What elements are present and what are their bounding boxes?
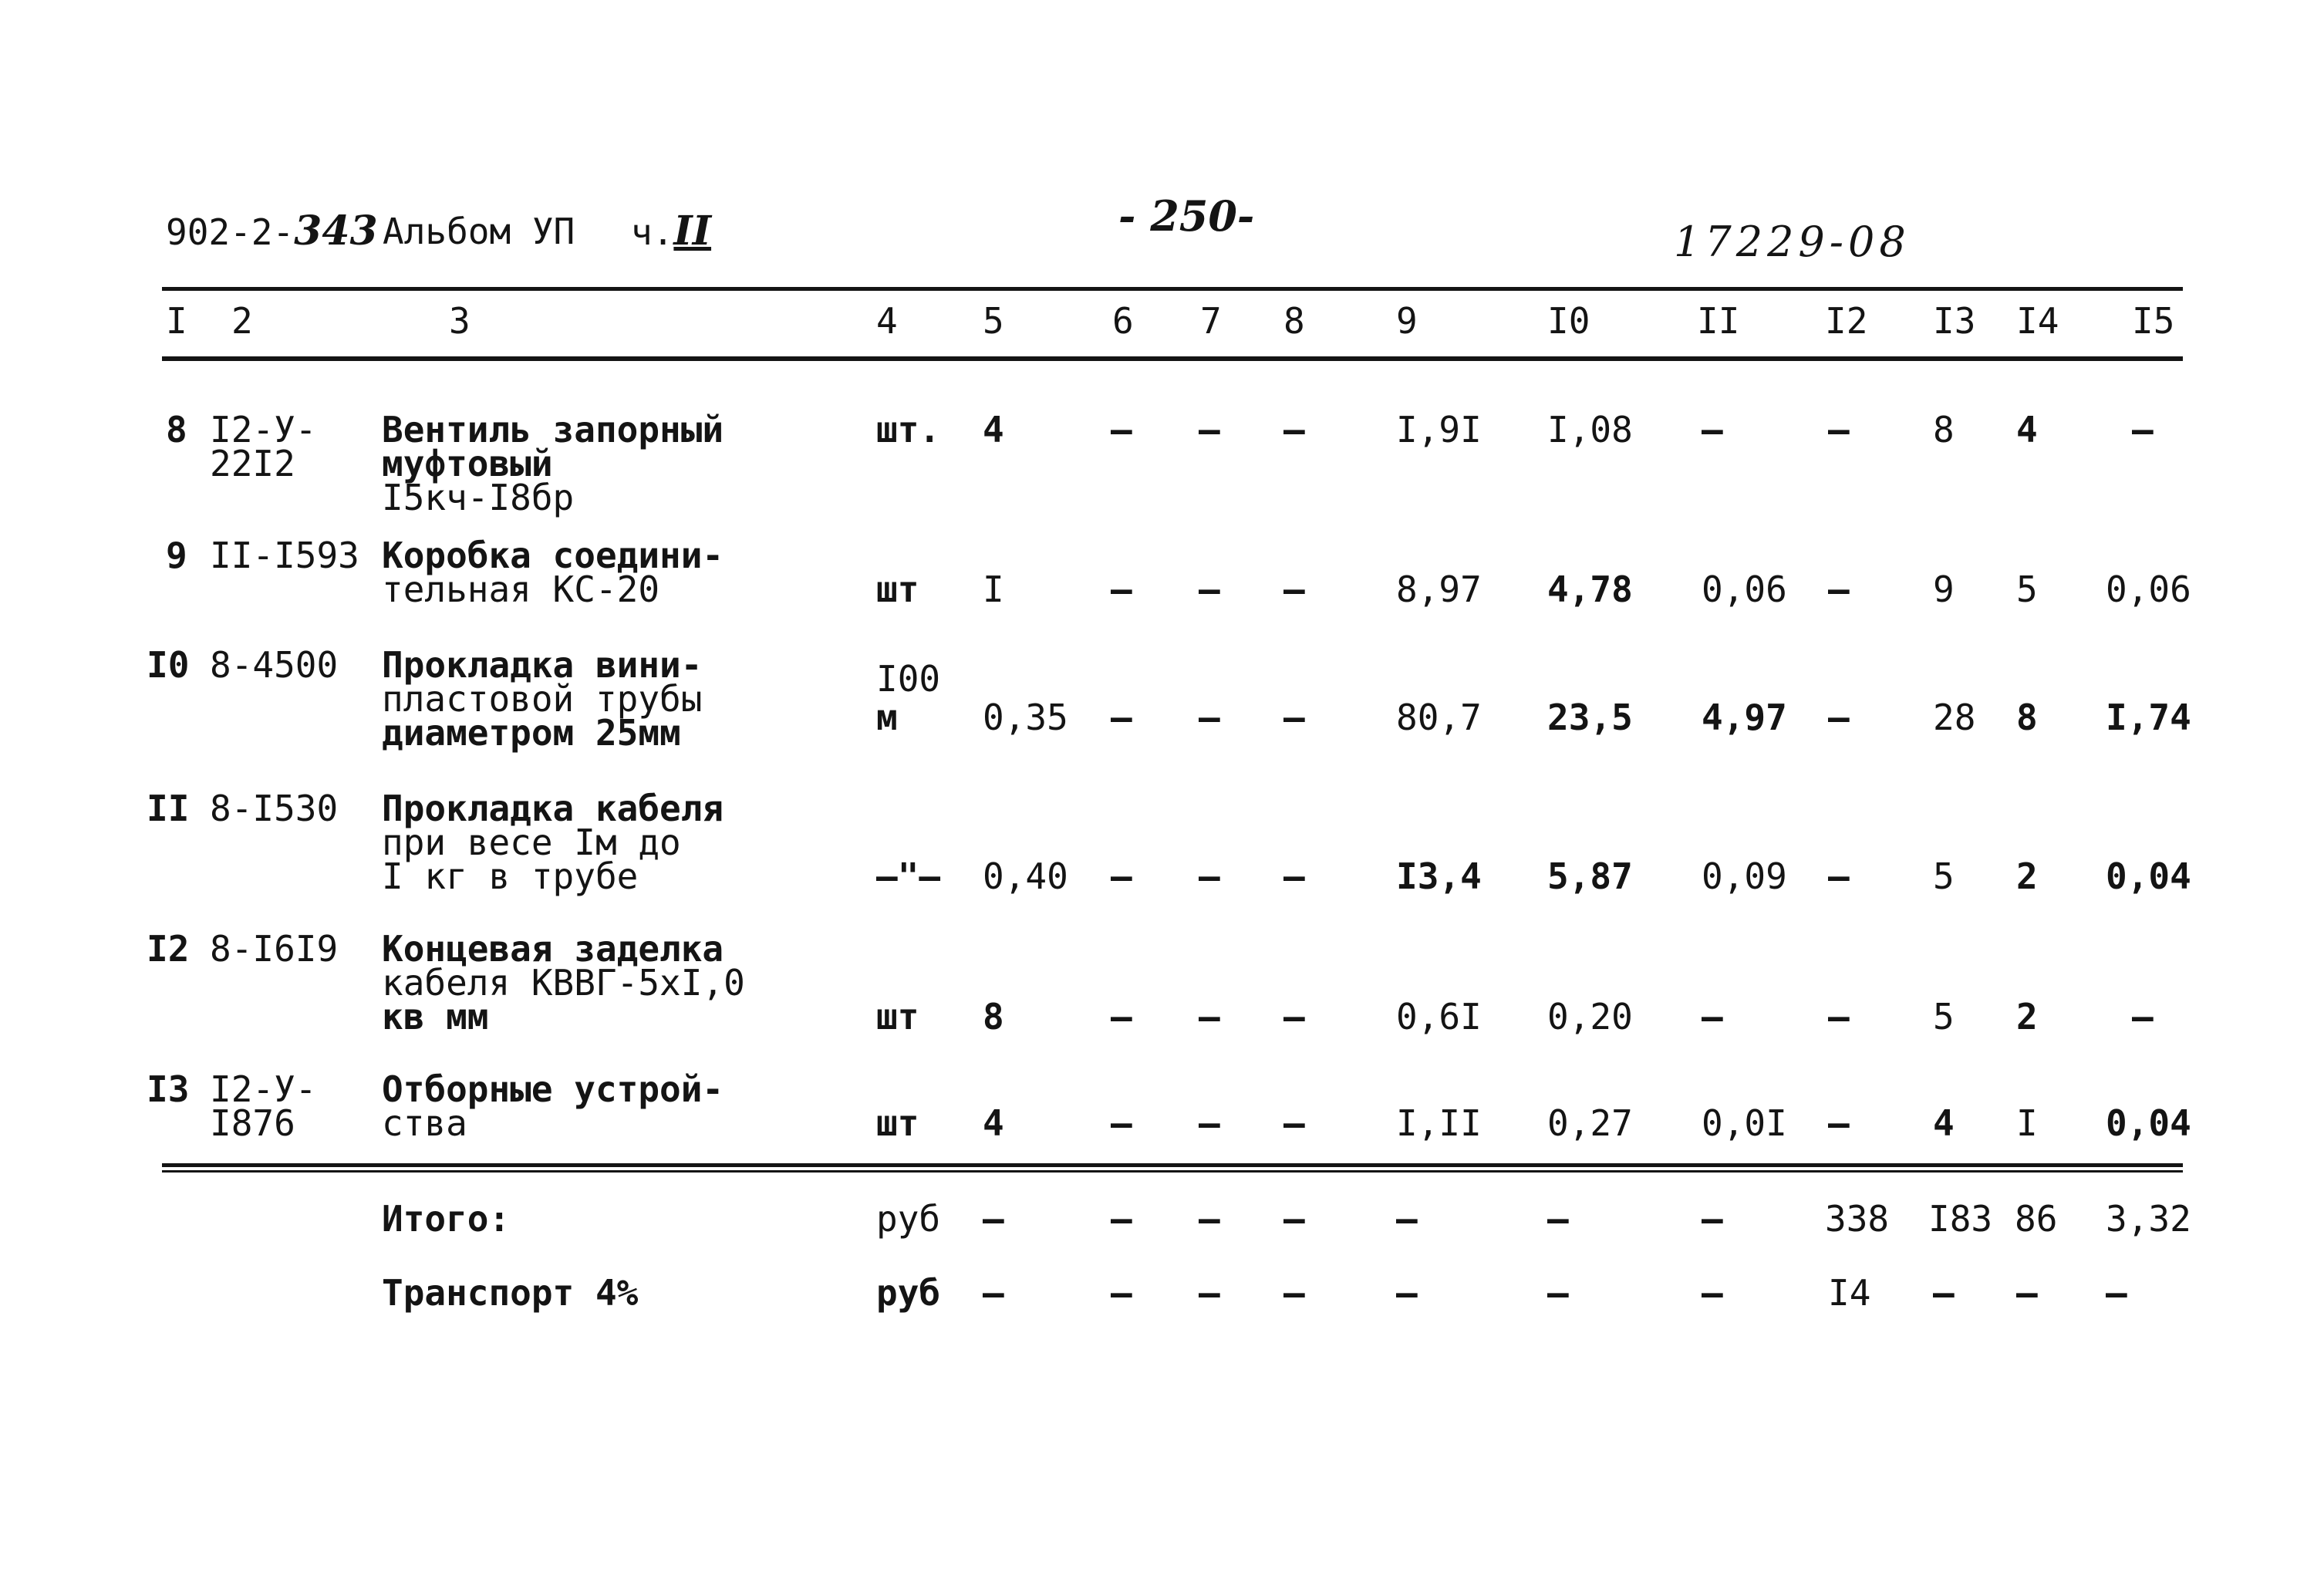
- row-col15: I,74: [2106, 697, 2191, 738]
- transport-col13: –: [1933, 1272, 1955, 1314]
- col-header-15: I5: [2132, 300, 2175, 342]
- total-col12: 338: [1825, 1198, 1890, 1240]
- transport-col11: –: [1702, 1272, 1723, 1314]
- row-col12: –: [1828, 569, 1850, 610]
- row-name: Прокладка вини-: [382, 644, 703, 686]
- total-col9: –: [1396, 1198, 1418, 1240]
- row-qty: 0,35: [983, 697, 1068, 738]
- row-qty: 4: [983, 409, 1004, 450]
- row-code: I876: [210, 1102, 295, 1144]
- row-col8: –: [1283, 1102, 1305, 1144]
- transport-col14: –: [2016, 1272, 2038, 1314]
- row-col6: –: [1111, 409, 1132, 450]
- transport-col15: –: [2106, 1272, 2127, 1314]
- row-name: кабеля КВВГ-5хI,0: [382, 962, 745, 1004]
- row-unit: м: [876, 697, 898, 738]
- row-number: 8: [166, 409, 187, 450]
- transport-col8: –: [1283, 1272, 1305, 1314]
- transport-col6: –: [1111, 1272, 1132, 1314]
- row-col9: I,9I: [1396, 409, 1482, 450]
- row-qty: I: [983, 569, 1004, 610]
- row-col13: 5: [1933, 996, 1955, 1038]
- row-col13: 28: [1933, 697, 1976, 738]
- row-qty: 0,40: [983, 855, 1068, 897]
- col-header-11: II: [1697, 300, 1740, 342]
- row-col9: 80,7: [1396, 697, 1482, 738]
- row-col7: –: [1199, 996, 1220, 1038]
- total-unit: руб: [876, 1198, 941, 1240]
- row-col8: –: [1283, 409, 1305, 450]
- total-col13: I83: [1928, 1198, 1993, 1240]
- row-col7: –: [1199, 855, 1220, 897]
- row-col12: –: [1828, 855, 1850, 897]
- col-header-10: I0: [1547, 300, 1590, 342]
- total-col6: –: [1111, 1198, 1132, 1240]
- row-unit: –"–: [876, 855, 941, 897]
- row-col7: –: [1199, 697, 1220, 738]
- transport-unit: руб: [876, 1272, 941, 1314]
- row-name: кв мм: [382, 996, 489, 1038]
- col-header-5: 5: [983, 300, 1004, 342]
- col-header-7: 7: [1200, 300, 1222, 342]
- row-col13: 4: [1933, 1102, 1955, 1144]
- row-col10: 0,27: [1547, 1102, 1633, 1144]
- header-bottom-rule: [162, 356, 2183, 361]
- total-col5: –: [983, 1198, 1004, 1240]
- row-col8: –: [1283, 855, 1305, 897]
- row-code: II-I593: [210, 535, 359, 576]
- row-col9: 8,97: [1396, 569, 1482, 610]
- row-name: I кг в трубе: [382, 855, 639, 897]
- row-name: диаметром 25мм: [382, 712, 681, 754]
- row-col10: 4,78: [1547, 569, 1633, 610]
- row-code: 8-I6I9: [210, 928, 339, 970]
- row-unit: I00: [876, 658, 941, 700]
- row-col12: –: [1828, 996, 1850, 1038]
- row-name: Отборные устрой-: [382, 1068, 724, 1110]
- row-qty: 8: [983, 996, 1004, 1038]
- col-header-9: 9: [1396, 300, 1418, 342]
- total-col10: –: [1547, 1198, 1569, 1240]
- row-col10: 5,87: [1547, 855, 1633, 897]
- row-code: I2-У-: [210, 1068, 317, 1110]
- row-col9: 0,6I: [1396, 996, 1482, 1038]
- transport-col9: –: [1396, 1272, 1418, 1314]
- album-label: Альбом УП: [383, 211, 575, 252]
- row-col9: I,II: [1396, 1102, 1482, 1144]
- transport-col5: –: [983, 1272, 1004, 1314]
- row-col15: –: [2132, 409, 2154, 450]
- row-col14: 2: [2016, 855, 2038, 897]
- row-col14: 5: [2016, 569, 2038, 610]
- row-qty: 4: [983, 1102, 1004, 1144]
- row-col6: –: [1111, 996, 1132, 1038]
- col-header-12: I2: [1825, 300, 1868, 342]
- top-rule: [162, 287, 2183, 291]
- total-label: Итого:: [382, 1198, 511, 1240]
- row-unit: шт.: [876, 409, 941, 450]
- row-unit: шт: [876, 996, 919, 1038]
- inventory-number: 17229-08: [1674, 218, 1911, 266]
- page-number: - 250-: [1118, 191, 1255, 241]
- row-number: II: [147, 788, 190, 829]
- row-col11: 0,06: [1702, 569, 1787, 610]
- total-col8: –: [1283, 1198, 1305, 1240]
- transport-col10: –: [1547, 1272, 1569, 1314]
- col-header-1: I: [166, 300, 187, 342]
- total-col7: –: [1199, 1198, 1220, 1240]
- row-col14: 2: [2016, 996, 2038, 1038]
- row-number: I3: [147, 1068, 190, 1110]
- row-col15: 0,06: [2106, 569, 2191, 610]
- total-col14: 86: [2015, 1198, 2058, 1240]
- row-name: Вентиль запорный: [382, 409, 724, 450]
- row-col12: –: [1828, 1102, 1850, 1144]
- row-col11: 0,0I: [1702, 1102, 1787, 1144]
- total-col11: –: [1702, 1198, 1723, 1240]
- row-name: Коробка соедини-: [382, 535, 724, 576]
- row-col6: –: [1111, 569, 1132, 610]
- row-col7: –: [1199, 1102, 1220, 1144]
- col-header-4: 4: [876, 300, 898, 342]
- row-name: ства: [382, 1102, 467, 1144]
- row-name: пластовой трубы: [382, 678, 703, 720]
- row-unit: шт: [876, 569, 919, 610]
- transport-col7: –: [1199, 1272, 1220, 1314]
- row-col14: 4: [2016, 409, 2038, 450]
- row-col9: I3,4: [1396, 855, 1482, 897]
- col-header-14: I4: [2016, 300, 2059, 342]
- total-col15: 3,32: [2106, 1198, 2191, 1240]
- doc-code-handwritten: 343: [294, 208, 378, 255]
- row-col8: –: [1283, 697, 1305, 738]
- row-col8: –: [1283, 996, 1305, 1038]
- col-header-8: 8: [1283, 300, 1305, 342]
- col-header-13: I3: [1933, 300, 1976, 342]
- col-header-2: 2: [231, 300, 253, 342]
- row-col15: 0,04: [2106, 855, 2191, 897]
- row-col13: 8: [1933, 409, 1955, 450]
- row-code: 8-I530: [210, 788, 339, 829]
- row-col8: –: [1283, 569, 1305, 610]
- row-col12: –: [1828, 409, 1850, 450]
- row-col13: 9: [1933, 569, 1955, 610]
- row-col10: 0,20: [1547, 996, 1633, 1038]
- row-col11: –: [1702, 409, 1723, 450]
- table-bottom-rule-2: [162, 1170, 2183, 1173]
- row-col11: 0,09: [1702, 855, 1787, 897]
- row-col11: –: [1702, 996, 1723, 1038]
- row-col10: I,08: [1547, 409, 1633, 450]
- row-col7: –: [1199, 409, 1220, 450]
- row-col15: 0,04: [2106, 1102, 2191, 1144]
- row-code: I2-У-: [210, 409, 317, 450]
- row-col6: –: [1111, 855, 1132, 897]
- row-number: I0: [147, 644, 190, 686]
- row-number: 9: [166, 535, 187, 576]
- row-col7: –: [1199, 569, 1220, 610]
- row-number: I2: [147, 928, 190, 970]
- row-code: 22I2: [210, 443, 295, 484]
- row-col11: 4,97: [1702, 697, 1787, 738]
- row-col6: –: [1111, 697, 1132, 738]
- part-number-handwritten: II: [673, 208, 712, 255]
- row-col15: –: [2132, 996, 2154, 1038]
- part-label: ч.II: [631, 208, 712, 255]
- table-bottom-rule: [162, 1163, 2183, 1167]
- row-name: тельная КС-20: [382, 569, 660, 610]
- transport-label: Транспорт 4%: [382, 1272, 639, 1314]
- row-col10: 23,5: [1547, 697, 1633, 738]
- row-name: муфтовый: [382, 443, 553, 484]
- row-name: при весе Iм до: [382, 822, 681, 863]
- row-col6: –: [1111, 1102, 1132, 1144]
- row-col13: 5: [1933, 855, 1955, 897]
- row-col14: 8: [2016, 697, 2038, 738]
- col-header-3: 3: [449, 300, 471, 342]
- row-code: 8-4500: [210, 644, 339, 686]
- row-name: Прокладка кабеля: [382, 788, 724, 829]
- row-col14: I: [2016, 1102, 2038, 1144]
- col-header-6: 6: [1112, 300, 1134, 342]
- row-unit: шт: [876, 1102, 919, 1144]
- doc-code: 902-2-343: [166, 208, 378, 255]
- transport-col12: I4: [1828, 1272, 1871, 1314]
- row-name: Концевая заделка: [382, 928, 724, 970]
- row-name: I5кч-I8бр: [382, 477, 575, 518]
- row-col12: –: [1828, 697, 1850, 738]
